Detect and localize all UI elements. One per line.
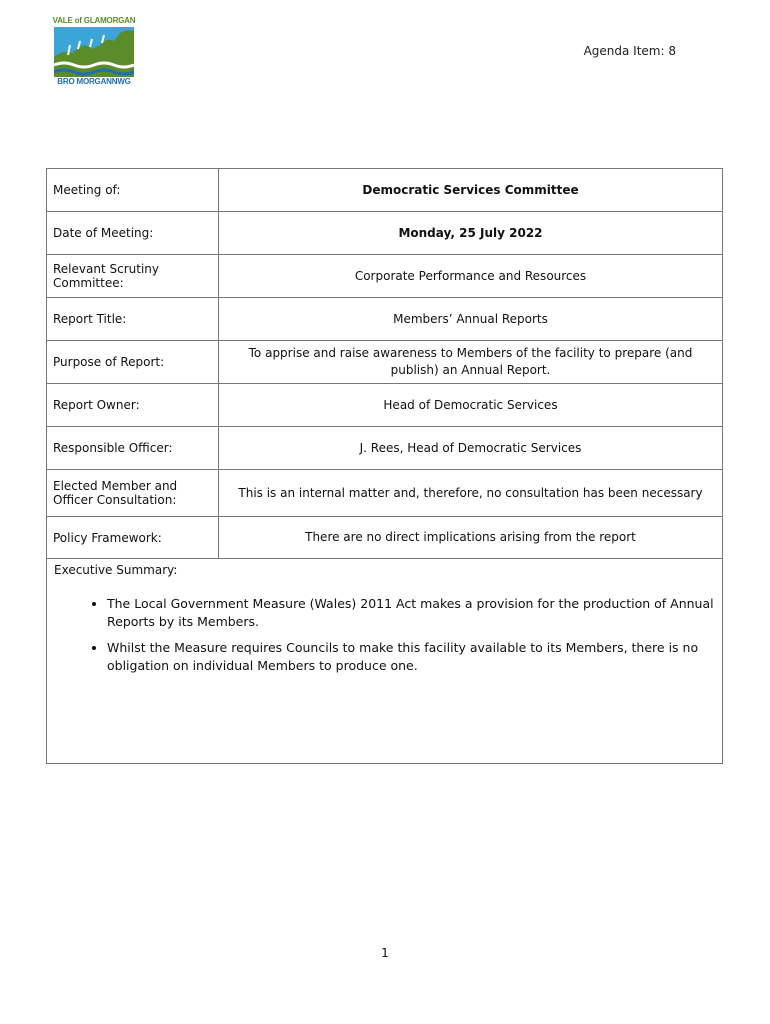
report-owner: Head of Democratic Services [219,384,723,427]
report-cover-table [46,168,723,764]
table-row [47,427,723,470]
row-label: Relevant Scrutiny Committee: [47,255,219,298]
policy-framework: There are no direct implications arising from the report [219,517,723,559]
table-row [47,384,723,427]
row-label: Date of Meeting: [47,212,219,255]
responsible-officer: J. Rees, Head of Democratic Services [219,427,723,470]
row-label: Meeting of: [47,169,219,212]
row-label: Purpose of Report: [47,341,219,384]
meeting-date: Monday, 25 July 2022 [219,212,723,255]
summary-list [54,595,715,675]
row-label: Report Owner: [47,384,219,427]
agenda-item: Agenda Item: 8 [583,44,676,58]
report-purpose: To apprise and raise awareness to Members of the facility to prepare (and publish) an Annual Report. [219,341,723,384]
report-title: Members’ Annual Reports [219,298,723,341]
table-row [47,212,723,255]
table-row [47,517,723,559]
row-label: Policy Framework: [47,517,219,559]
list-item: • The Local Government Measure (Wales) 2011 Act makes a provision for the production of Annual Reports by its Members. [107,595,715,631]
landscape-icon [54,27,134,77]
table-row [47,169,723,212]
table-row [47,255,723,298]
table-row [47,341,723,384]
table-row [47,470,723,517]
council-logo [52,16,136,88]
logo-top-text: VALE of GLAMORGAN [52,16,136,25]
summary-row [47,559,723,764]
page-number: 1 [381,946,389,960]
logo-bottom-text: BRO MORGANNWG [57,77,131,86]
list-item: • Whilst the Measure requires Councils to make this facility available to its Members, there is no obligation on individual Members to produce one. [107,639,715,675]
row-label: Report Title: [47,298,219,341]
executive-summary [47,559,723,764]
committee-name: Democratic Services Committee [219,169,723,212]
summary-heading: Executive Summary: [54,563,178,577]
table-row [47,298,723,341]
scrutiny-committee: Corporate Performance and Resources [219,255,723,298]
row-label: Responsible Officer: [47,427,219,470]
row-label: Elected Member and Officer Consultation: [47,470,219,517]
consultation: This is an internal matter and, therefore, no consultation has been necessary [219,470,723,517]
